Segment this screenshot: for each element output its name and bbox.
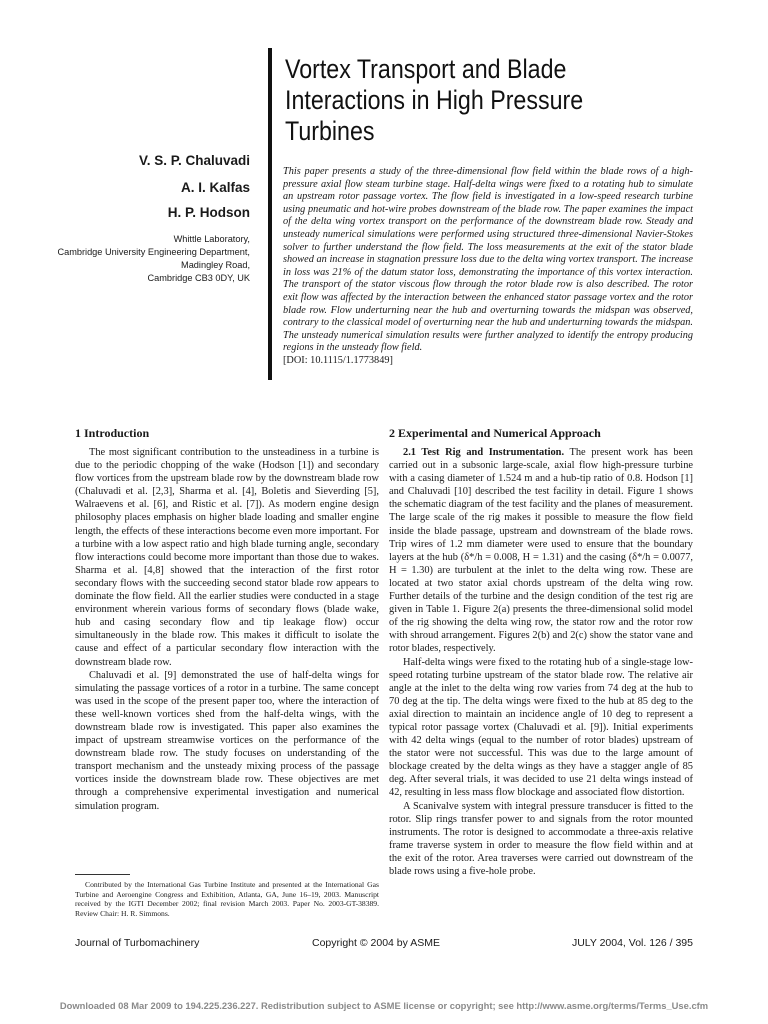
- footnote-rule: [75, 874, 130, 875]
- affiliation: [10, 233, 250, 285]
- author-2: A. I. Kalfas: [180, 180, 250, 195]
- paragraph: A Scanivalve system with integral pressure transducer is fitted to the rotor. Slip rings transfer power to and signals from the rotor mounted instruments. The rotor is designed to accommodate a three-axis relative frame traverse system in order to measure the flow field within and at the exit of the rotor. Area traverses were carried out downstream of the blade rows using a five-hole probe.: [389, 800, 693, 877]
- author-1: V. S. P. Chaluvadi: [138, 153, 250, 168]
- footnote: Contributed by the International Gas Turbine Institute and presented at the International Gas Turbine and Aeroengine Congress and Exhibition, Atlanta, GA, June 16–19, 2003. Manuscript received by the IGTI December 2002; final revision March 2003. Paper No. 2003-GT-38389. Review Chair: H. R. Simmons.: [75, 880, 379, 918]
- download-notice: Downloaded 08 Mar 2009 to 194.225.236.227. Redistribution subject to ASME license or copyright; see http://www.asme.org/terms/Terms_Use.cfm: [59, 1000, 709, 1011]
- paragraph: [389, 446, 693, 656]
- section-1-heading: 1 Introduction: [75, 426, 150, 440]
- abstract-text: This paper presents a study of the three-dimensional flow field within the blade rows of a high-pressure axial flow steam turbine stage. Half-delta wings were fixed to a rotating hub to simulate an upstream rotor passage vortex. The flow field is investigated in a low-speed research turbine using pneumatic and hot-wire probes downstream of the blade row. The paper examines the impact of the delta wing vortex transport on the performance of the downstream blade row. Steady and unsteady numerical simulations were performed using structured three-dimensional Navier-Stokes solver to further understand the flow field. The loss measurements at the exit of the stator blade showed an increase in stagnation pressure loss due to the delta wing vortex transport. The increase in loss was 21% of the datum stator loss, demonstrating the importance of this vortex interaction. The transport of the stator viscous flow through the rotor blade row is also described. The rotor exit flow was affected by the interaction between the enhanced stator passage vortex and the rotor blade row. Flow underturning near the hub and overturning towards the midspan was observed, contrary to the classical model of overturning near the hub and underturning towards the midspan. The unsteady numerical simulation results were further analyzed to identify the entropy producing regions in the unsteady flow field.: [283, 166, 693, 354]
- affiliation-line: Cambridge University Engineering Department,: [57, 247, 250, 257]
- affiliation-line: Whittle Laboratory,: [173, 234, 250, 244]
- journal-name: Journal of Turbomachinery: [75, 937, 200, 949]
- paragraph-text: The present work has been carried out in a subsonic large-scale, axial flow high-pressure turbine with a casing diameter of 1.524 m and a hub-tip ratio of 0.8. Hodson [1] and Chaluvadi [10] described the test facility in detail. Figure 1 shows the schematic diagram of the test facility and the planes of measurement. The large scale of the rig makes it possible to measure the flow field inside the blade passage, upstream and downstream of the blade rows. Trip wires of 1.2 mm diameter were used to ensure that the boundary layers at the hub (δ*/h = 0.008, H = 1.31) and the casing (δ*/h = 0.0077, H = 1.30) are turbulent at the inlet to the delta wing row. These are located at two stator axial chords upstream of the delta wing row. Further details of the turbine and the design condition of the test rig are given in Table 1. Figure 2(a) presents the three-dimensional solid model of the rig showing the delta wing row, the stator row and the rotor row with shroud arrangement. Figures 2(b) and 2(c) show the stator vane and rotor blades, respectively.: [389, 447, 693, 655]
- subsection-heading: 2.1 Test Rig and Instrumentation.: [403, 447, 565, 458]
- author-3: H. P. Hodson: [167, 205, 250, 220]
- affiliation-line: Cambridge CB3 0DY, UK: [147, 273, 250, 283]
- paragraph: Half-delta wings were fixed to the rotating hub of a single-stage low-speed rotating turbine upstream of the stator blade row. The relative air angle at the inlet to the delta wing row varies from 74 deg at the hub to 70 deg at the tip. The delta wings were fixed to the hub at 85 deg to the axial direction to maintain an incidence angle of 10 deg to represent a typical rotor passage vortex (Chaluvadi et al. [9]). Initial experiments with 42 delta wings (equal to the number of rotor blades) upstream of the stator were not successful. This was due to the large amount of blockage created by the delta wings as they have a stagger angle of 85 deg. After several trials, it was decided to use 21 delta wings instead of 42, resulting in less mass flow blockage and associated flow distortion.: [389, 656, 693, 799]
- title-rule: [268, 48, 272, 380]
- doi: [DOI: 10.1115/1.1773849]: [283, 354, 393, 366]
- section-1-body: [75, 446, 379, 813]
- copyright: Copyright © 2004 by ASME: [312, 937, 440, 949]
- paragraph: Chaluvadi et al. [9] demonstrated the use of half-delta wings for simulating the passage vortices of a rotor in a turbine. The same concept was used in the scope of the present paper too, where the interaction of these well-known vortices shed from the half-delta wings, with the downstream blade row is investigated. This paper also examines the impact of upstream streamwise vortices on the performance of the downstream blade row. The study focuses on understanding of the transport mechanism and the unsteady mixing process of the passage vortices inside the downstream blade row. These objectives are met through a comprehensive experimental investigation and numerical simulation program.: [75, 669, 379, 812]
- paper-title: Vortex Transport and Blade Interactions in High Pressure Turbines: [285, 54, 584, 146]
- section-2-heading: 2 Experimental and Numerical Approach: [389, 426, 601, 440]
- paragraph: The most significant contribution to the unsteadiness in a turbine is due to the periodic chopping of the wake (Hodson [1]) and secondary flow vortices from the upstream blade row by the downstream blade row (Chaluvadi et al. [2,3], Sharma et al. [4], Boletis and Sieverding [5], Walraevens et al. [6], and Ristic et al. [7]). As modern engine design philosophy places emphasis on higher blade loading and smaller engine length, the effects of these interactions become even more important. For a turbine with a low aspect ratio and high blade turning angle, secondary flow interactions could become more important than those due to wakes. Sharma et al. [4,8] showed that the interaction of the first rotor secondary flows with the succeeding second stator blade row appears to dominate the flow field. All the earlier studies were conducted in a stage environment wherein various forms of secondary flows (blade wake, hub and casing secondary flow and tip leakage flow) occur simultaneously in the blade row. This makes it difficult to isolate the cause and effect of a particular secondary flow interaction with the downstream blade row.: [75, 447, 379, 668]
- issue-page: JULY 2004, Vol. 126 / 395: [571, 937, 693, 949]
- affiliation-line: Madingley Road,: [181, 260, 250, 270]
- section-2-body: [389, 446, 693, 878]
- abstract: [283, 166, 693, 368]
